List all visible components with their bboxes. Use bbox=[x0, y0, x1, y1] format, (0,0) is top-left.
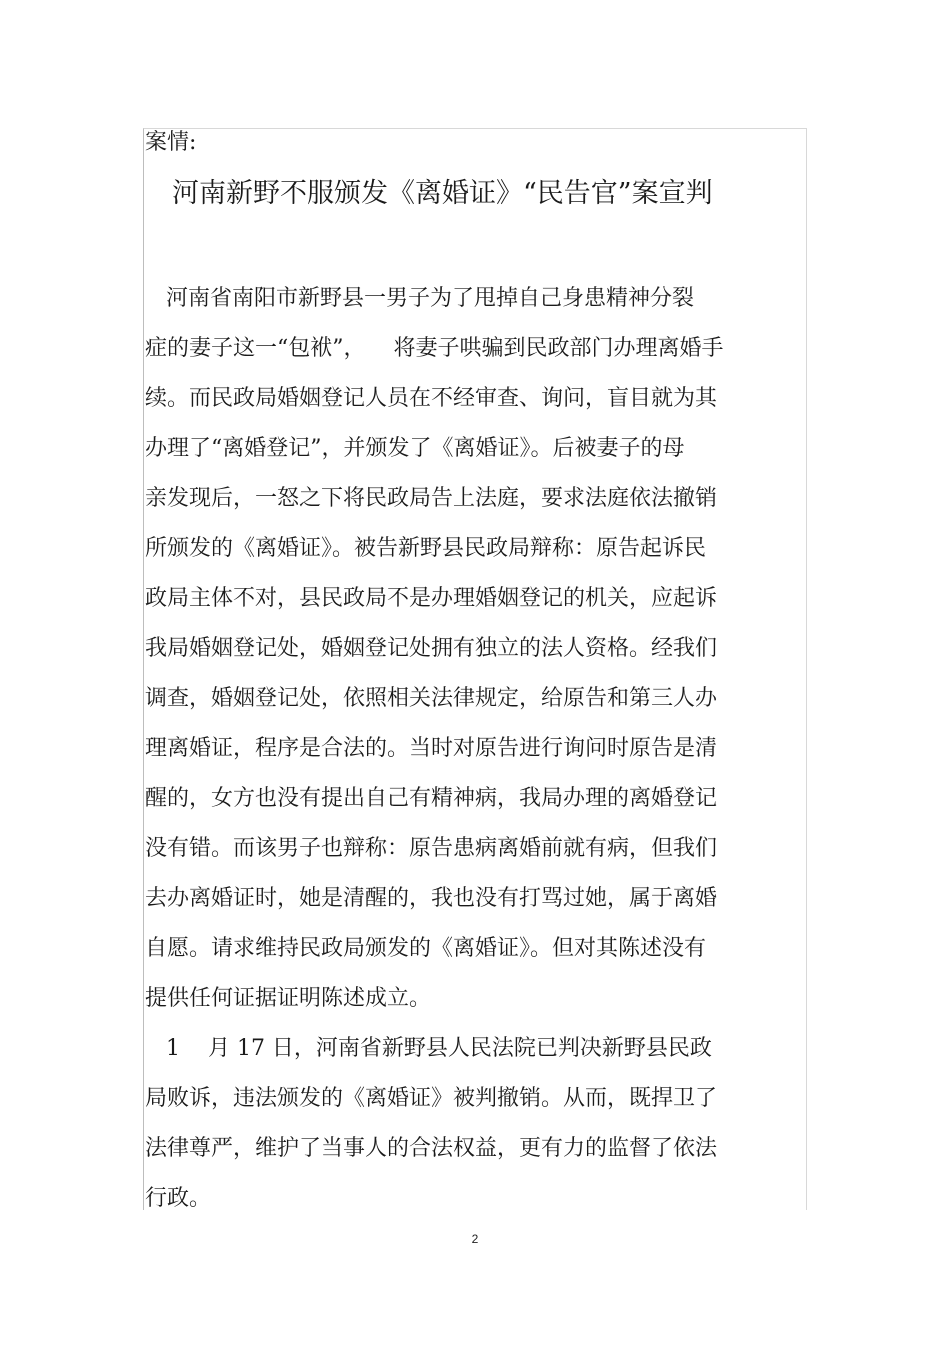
paragraph-case-facts-line: 所颁发的《离婚证》。被告新野县民政局辩称：原告起诉民 bbox=[145, 536, 707, 561]
paragraph-verdict-line: 法律尊严，维护了当事人的合法权益，更有力的监督了依法 bbox=[145, 1136, 718, 1161]
paragraph-verdict-line: 行政。 bbox=[145, 1186, 212, 1211]
case-label: 案情: bbox=[145, 130, 197, 155]
article-title: 河南新野不服颁发《离婚证》“民告官”案宣判 bbox=[172, 178, 713, 209]
paragraph-case-facts-line: 调查，婚姻登记处，依照相关法律规定，给原告和第三人办 bbox=[145, 686, 718, 711]
paragraph-case-facts-line: 办理了“离婚登记”，并颁发了《离婚证》。后被妻子的母 bbox=[145, 436, 685, 461]
paragraph-case-facts-line: 亲发现后，一怒之下将民政局告上法庭，要求法庭依法撤销 bbox=[145, 486, 718, 511]
paragraph-case-facts-line: 理离婚证，程序是合法的。当时对原告进行询问时原告是清 bbox=[145, 736, 718, 761]
paragraph-case-facts-line: 政局主体不对，县民政局不是办理婚姻登记的机关，应起诉 bbox=[145, 586, 718, 611]
paragraph-case-facts-line: 醒的，女方也没有提出自己有精神病，我局办理的离婚登记 bbox=[145, 786, 718, 811]
paragraph-case-facts-line: 我局婚姻登记处，婚姻登记处拥有独立的法人资格。经我们 bbox=[145, 636, 718, 661]
paragraph-verdict bbox=[145, 1024, 765, 1224]
paragraph-case-facts-line: 提供任何证据证明陈述成立。 bbox=[145, 986, 432, 1011]
document-body bbox=[145, 128, 765, 1224]
paragraph-verdict-line: 局败诉，违法颁发的《离婚证》被判撤销。从而，既捍卫了 bbox=[145, 1086, 718, 1111]
paragraph-case-facts-line: 症的妻子这一“包袱”， 将妻子哄骗到民政部门办理离婚手 bbox=[145, 336, 724, 361]
paragraph-case-facts-line: 自愿。请求维持民政局颁发的《离婚证》。但对其陈述没有 bbox=[145, 936, 707, 961]
paragraph-case-facts-line: 河南省南阳市新野县一男子为了甩掉自己身患精神分裂 bbox=[145, 286, 694, 311]
paragraph-case-facts-line: 续。而民政局婚姻登记人员在不经审查、询问，盲目就为其 bbox=[145, 386, 718, 411]
paragraph-case-facts bbox=[145, 274, 765, 1024]
paragraph-case-facts-line: 去办离婚证时，她是清醒的，我也没有打骂过她，属于离婚 bbox=[145, 886, 718, 911]
paragraph-verdict-line: 1 月 17 日，河南省新野县人民法院已判决新野县民政 bbox=[145, 1036, 712, 1061]
paragraph-case-facts-line: 没有错。而该男子也辩称：原告患病离婚前就有病，但我们 bbox=[145, 836, 718, 861]
page-number: 2 bbox=[471, 1232, 479, 1246]
